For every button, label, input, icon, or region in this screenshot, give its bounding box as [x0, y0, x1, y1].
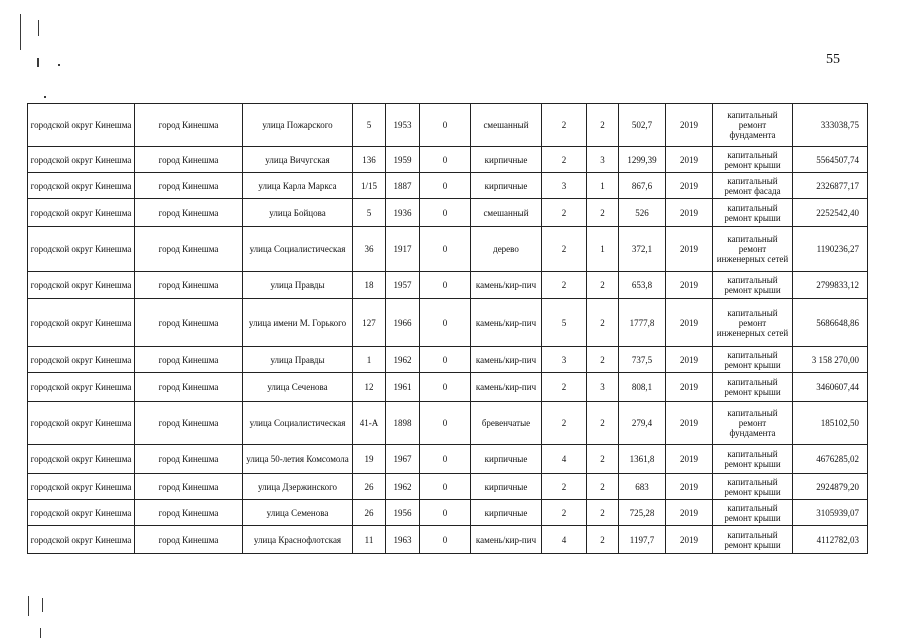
table-row	[28, 199, 868, 227]
zero-value-cell: 0	[420, 347, 471, 373]
town-cell: город Кинешма	[135, 347, 243, 373]
plan-year-cell: 2019	[666, 147, 713, 173]
town-cell: город Кинешма	[135, 272, 243, 299]
area-cell: 725,28	[619, 500, 666, 526]
wall-material-cell: камень/кир-пич	[471, 347, 542, 373]
wall-material-cell: камень/кир-пич	[471, 272, 542, 299]
wall-material-cell: кирпичные	[471, 147, 542, 173]
house-number-cell: 5	[353, 104, 386, 147]
entrances-cell: 3	[587, 147, 619, 173]
plan-year-cell: 2019	[666, 173, 713, 199]
year-built-cell: 1936	[386, 199, 420, 227]
plan-year-cell: 2019	[666, 272, 713, 299]
plan-year-cell: 2019	[666, 500, 713, 526]
house-number-cell: 1/15	[353, 173, 386, 199]
zero-value-cell: 0	[420, 173, 471, 199]
year-built-cell: 1887	[386, 173, 420, 199]
table-row	[28, 402, 868, 445]
floors-cell: 2	[542, 227, 587, 272]
repair-work-cell: капитальный ремонт фундамента	[713, 104, 793, 147]
zero-value-cell: 0	[420, 104, 471, 147]
table-row	[28, 474, 868, 500]
table-row	[28, 500, 868, 526]
repair-work-cell: капитальный ремонт крыши	[713, 272, 793, 299]
town-cell: город Кинешма	[135, 173, 243, 199]
town-cell: город Кинешма	[135, 500, 243, 526]
wall-material-cell: камень/кир-пич	[471, 373, 542, 402]
entrances-cell: 3	[587, 373, 619, 402]
scan-mark	[38, 20, 39, 36]
town-cell: город Кинешма	[135, 474, 243, 500]
zero-value-cell: 0	[420, 526, 471, 554]
house-number-cell: 19	[353, 445, 386, 474]
repair-work-cell: капитальный ремонт фундамента	[713, 402, 793, 445]
repair-work-cell: капитальный ремонт крыши	[713, 347, 793, 373]
town-cell: город Кинешма	[135, 526, 243, 554]
entrances-cell: 2	[587, 445, 619, 474]
table-row	[28, 445, 868, 474]
street-cell: улица имени М. Горького	[243, 299, 353, 347]
scan-mark	[37, 58, 39, 67]
house-number-cell: 136	[353, 147, 386, 173]
area-cell: 808,1	[619, 373, 666, 402]
cost-cell: 3 158 270,00	[793, 347, 868, 373]
year-built-cell: 1917	[386, 227, 420, 272]
district-cell: городской округ Кинешма	[28, 445, 135, 474]
year-built-cell: 1962	[386, 474, 420, 500]
zero-value-cell: 0	[420, 299, 471, 347]
scan-mark	[42, 598, 43, 612]
area-cell: 1777,8	[619, 299, 666, 347]
district-cell: городской округ Кинешма	[28, 299, 135, 347]
floors-cell: 4	[542, 526, 587, 554]
plan-year-cell: 2019	[666, 104, 713, 147]
scan-mark	[20, 14, 21, 50]
plan-year-cell: 2019	[666, 199, 713, 227]
floors-cell: 2	[542, 402, 587, 445]
plan-year-cell: 2019	[666, 474, 713, 500]
house-number-cell: 12	[353, 373, 386, 402]
area-cell: 653,8	[619, 272, 666, 299]
wall-material-cell: бревенчатые	[471, 402, 542, 445]
floors-cell: 5	[542, 299, 587, 347]
year-built-cell: 1959	[386, 147, 420, 173]
area-cell: 737,5	[619, 347, 666, 373]
repair-work-cell: капитальный ремонт крыши	[713, 147, 793, 173]
street-cell: улица Дзержинского	[243, 474, 353, 500]
house-number-cell: 41-А	[353, 402, 386, 445]
house-number-cell: 1	[353, 347, 386, 373]
house-number-cell: 18	[353, 272, 386, 299]
floors-cell: 2	[542, 199, 587, 227]
entrances-cell: 2	[587, 272, 619, 299]
wall-material-cell: дерево	[471, 227, 542, 272]
zero-value-cell: 0	[420, 474, 471, 500]
district-cell: городской округ Кинешма	[28, 402, 135, 445]
floors-cell: 2	[542, 104, 587, 147]
town-cell: город Кинешма	[135, 199, 243, 227]
street-cell: улица Бойцова	[243, 199, 353, 227]
street-cell: улица Пожарского	[243, 104, 353, 147]
cost-cell: 3460607,44	[793, 373, 868, 402]
town-cell: город Кинешма	[135, 104, 243, 147]
year-built-cell: 1956	[386, 500, 420, 526]
year-built-cell: 1967	[386, 445, 420, 474]
street-cell: улица Краснофлотская	[243, 526, 353, 554]
area-cell: 683	[619, 474, 666, 500]
table-row	[28, 373, 868, 402]
cost-cell: 333038,75	[793, 104, 868, 147]
cost-cell: 5564507,74	[793, 147, 868, 173]
house-number-cell: 127	[353, 299, 386, 347]
table-row	[28, 526, 868, 554]
plan-year-cell: 2019	[666, 227, 713, 272]
cost-cell: 2924879,20	[793, 474, 868, 500]
year-built-cell: 1961	[386, 373, 420, 402]
cost-cell: 1190236,27	[793, 227, 868, 272]
entrances-cell: 1	[587, 173, 619, 199]
scan-mark	[40, 628, 41, 638]
floors-cell: 4	[542, 445, 587, 474]
floors-cell: 2	[542, 147, 587, 173]
wall-material-cell: кирпичные	[471, 445, 542, 474]
area-cell: 1361,8	[619, 445, 666, 474]
area-cell: 502,7	[619, 104, 666, 147]
district-cell: городской округ Кинешма	[28, 147, 135, 173]
scan-mark	[58, 64, 60, 66]
cost-cell: 5686648,86	[793, 299, 868, 347]
entrances-cell: 1	[587, 227, 619, 272]
repair-work-cell: капитальный ремонт инженерных сетей	[713, 227, 793, 272]
floors-cell: 2	[542, 474, 587, 500]
district-cell: городской округ Кинешма	[28, 474, 135, 500]
year-built-cell: 1957	[386, 272, 420, 299]
repair-work-cell: капитальный ремонт фасада	[713, 173, 793, 199]
year-built-cell: 1953	[386, 104, 420, 147]
table-row	[28, 173, 868, 199]
district-cell: городской округ Кинешма	[28, 199, 135, 227]
town-cell: город Кинешма	[135, 147, 243, 173]
entrances-cell: 2	[587, 474, 619, 500]
repair-work-cell: капитальный ремонт крыши	[713, 474, 793, 500]
plan-year-cell: 2019	[666, 373, 713, 402]
plan-year-cell: 2019	[666, 299, 713, 347]
zero-value-cell: 0	[420, 445, 471, 474]
table-row	[28, 147, 868, 173]
year-built-cell: 1963	[386, 526, 420, 554]
street-cell: улица Вичугская	[243, 147, 353, 173]
cost-cell: 2326877,17	[793, 173, 868, 199]
entrances-cell: 2	[587, 402, 619, 445]
repair-work-cell: капитальный ремонт крыши	[713, 526, 793, 554]
zero-value-cell: 0	[420, 500, 471, 526]
town-cell: город Кинешма	[135, 445, 243, 474]
scan-mark	[28, 596, 29, 616]
year-built-cell: 1966	[386, 299, 420, 347]
wall-material-cell: камень/кир-пич	[471, 526, 542, 554]
wall-material-cell: смешанный	[471, 104, 542, 147]
table-row	[28, 272, 868, 299]
entrances-cell: 2	[587, 526, 619, 554]
street-cell: улица Правды	[243, 272, 353, 299]
area-cell: 1197,7	[619, 526, 666, 554]
floors-cell: 3	[542, 173, 587, 199]
housing-repair-table	[27, 103, 868, 554]
zero-value-cell: 0	[420, 373, 471, 402]
repair-work-cell: капитальный ремонт крыши	[713, 199, 793, 227]
floors-cell: 2	[542, 272, 587, 299]
street-cell: улица Социалистическая	[243, 402, 353, 445]
entrances-cell: 2	[587, 104, 619, 147]
entrances-cell: 2	[587, 199, 619, 227]
cost-cell: 2252542,40	[793, 199, 868, 227]
street-cell: улица 50-летия Комсомола	[243, 445, 353, 474]
wall-material-cell: камень/кир-пич	[471, 299, 542, 347]
house-number-cell: 26	[353, 500, 386, 526]
area-cell: 526	[619, 199, 666, 227]
district-cell: городской округ Кинешма	[28, 500, 135, 526]
street-cell: улица Карла Маркса	[243, 173, 353, 199]
cost-cell: 4676285,02	[793, 445, 868, 474]
year-built-cell: 1898	[386, 402, 420, 445]
wall-material-cell: смешанный	[471, 199, 542, 227]
table-row	[28, 104, 868, 147]
district-cell: городской округ Кинешма	[28, 104, 135, 147]
town-cell: город Кинешма	[135, 227, 243, 272]
street-cell: улица Сеченова	[243, 373, 353, 402]
house-number-cell: 26	[353, 474, 386, 500]
district-cell: городской округ Кинешма	[28, 373, 135, 402]
zero-value-cell: 0	[420, 402, 471, 445]
street-cell: улица Социалистическая	[243, 227, 353, 272]
plan-year-cell: 2019	[666, 402, 713, 445]
house-number-cell: 11	[353, 526, 386, 554]
plan-year-cell: 2019	[666, 445, 713, 474]
street-cell: улица Правды	[243, 347, 353, 373]
floors-cell: 3	[542, 347, 587, 373]
town-cell: город Кинешма	[135, 402, 243, 445]
area-cell: 1299,39	[619, 147, 666, 173]
floors-cell: 2	[542, 500, 587, 526]
repair-work-cell: капитальный ремонт инженерных сетей	[713, 299, 793, 347]
entrances-cell: 2	[587, 347, 619, 373]
district-cell: городской округ Кинешма	[28, 526, 135, 554]
zero-value-cell: 0	[420, 199, 471, 227]
wall-material-cell: кирпичные	[471, 500, 542, 526]
area-cell: 867,6	[619, 173, 666, 199]
street-cell: улица Семенова	[243, 500, 353, 526]
wall-material-cell: кирпичные	[471, 173, 542, 199]
zero-value-cell: 0	[420, 227, 471, 272]
cost-cell: 185102,50	[793, 402, 868, 445]
table-row	[28, 227, 868, 272]
repair-work-cell: капитальный ремонт крыши	[713, 500, 793, 526]
cost-cell: 2799833,12	[793, 272, 868, 299]
town-cell: город Кинешма	[135, 299, 243, 347]
zero-value-cell: 0	[420, 147, 471, 173]
zero-value-cell: 0	[420, 272, 471, 299]
repair-work-cell: капитальный ремонт крыши	[713, 373, 793, 402]
district-cell: городской округ Кинешма	[28, 347, 135, 373]
page-number: 55	[826, 52, 840, 67]
town-cell: город Кинешма	[135, 373, 243, 402]
cost-cell: 4112782,03	[793, 526, 868, 554]
district-cell: городской округ Кинешма	[28, 227, 135, 272]
entrances-cell: 2	[587, 500, 619, 526]
area-cell: 279,4	[619, 402, 666, 445]
cost-cell: 3105939,07	[793, 500, 868, 526]
table-row	[28, 347, 868, 373]
repair-work-cell: капитальный ремонт крыши	[713, 445, 793, 474]
house-number-cell: 36	[353, 227, 386, 272]
floors-cell: 2	[542, 373, 587, 402]
table-row	[28, 299, 868, 347]
wall-material-cell: кирпичные	[471, 474, 542, 500]
area-cell: 372,1	[619, 227, 666, 272]
year-built-cell: 1962	[386, 347, 420, 373]
entrances-cell: 2	[587, 299, 619, 347]
district-cell: городской округ Кинешма	[28, 173, 135, 199]
house-number-cell: 5	[353, 199, 386, 227]
district-cell: городской округ Кинешма	[28, 272, 135, 299]
plan-year-cell: 2019	[666, 526, 713, 554]
scan-mark	[44, 96, 46, 98]
plan-year-cell: 2019	[666, 347, 713, 373]
